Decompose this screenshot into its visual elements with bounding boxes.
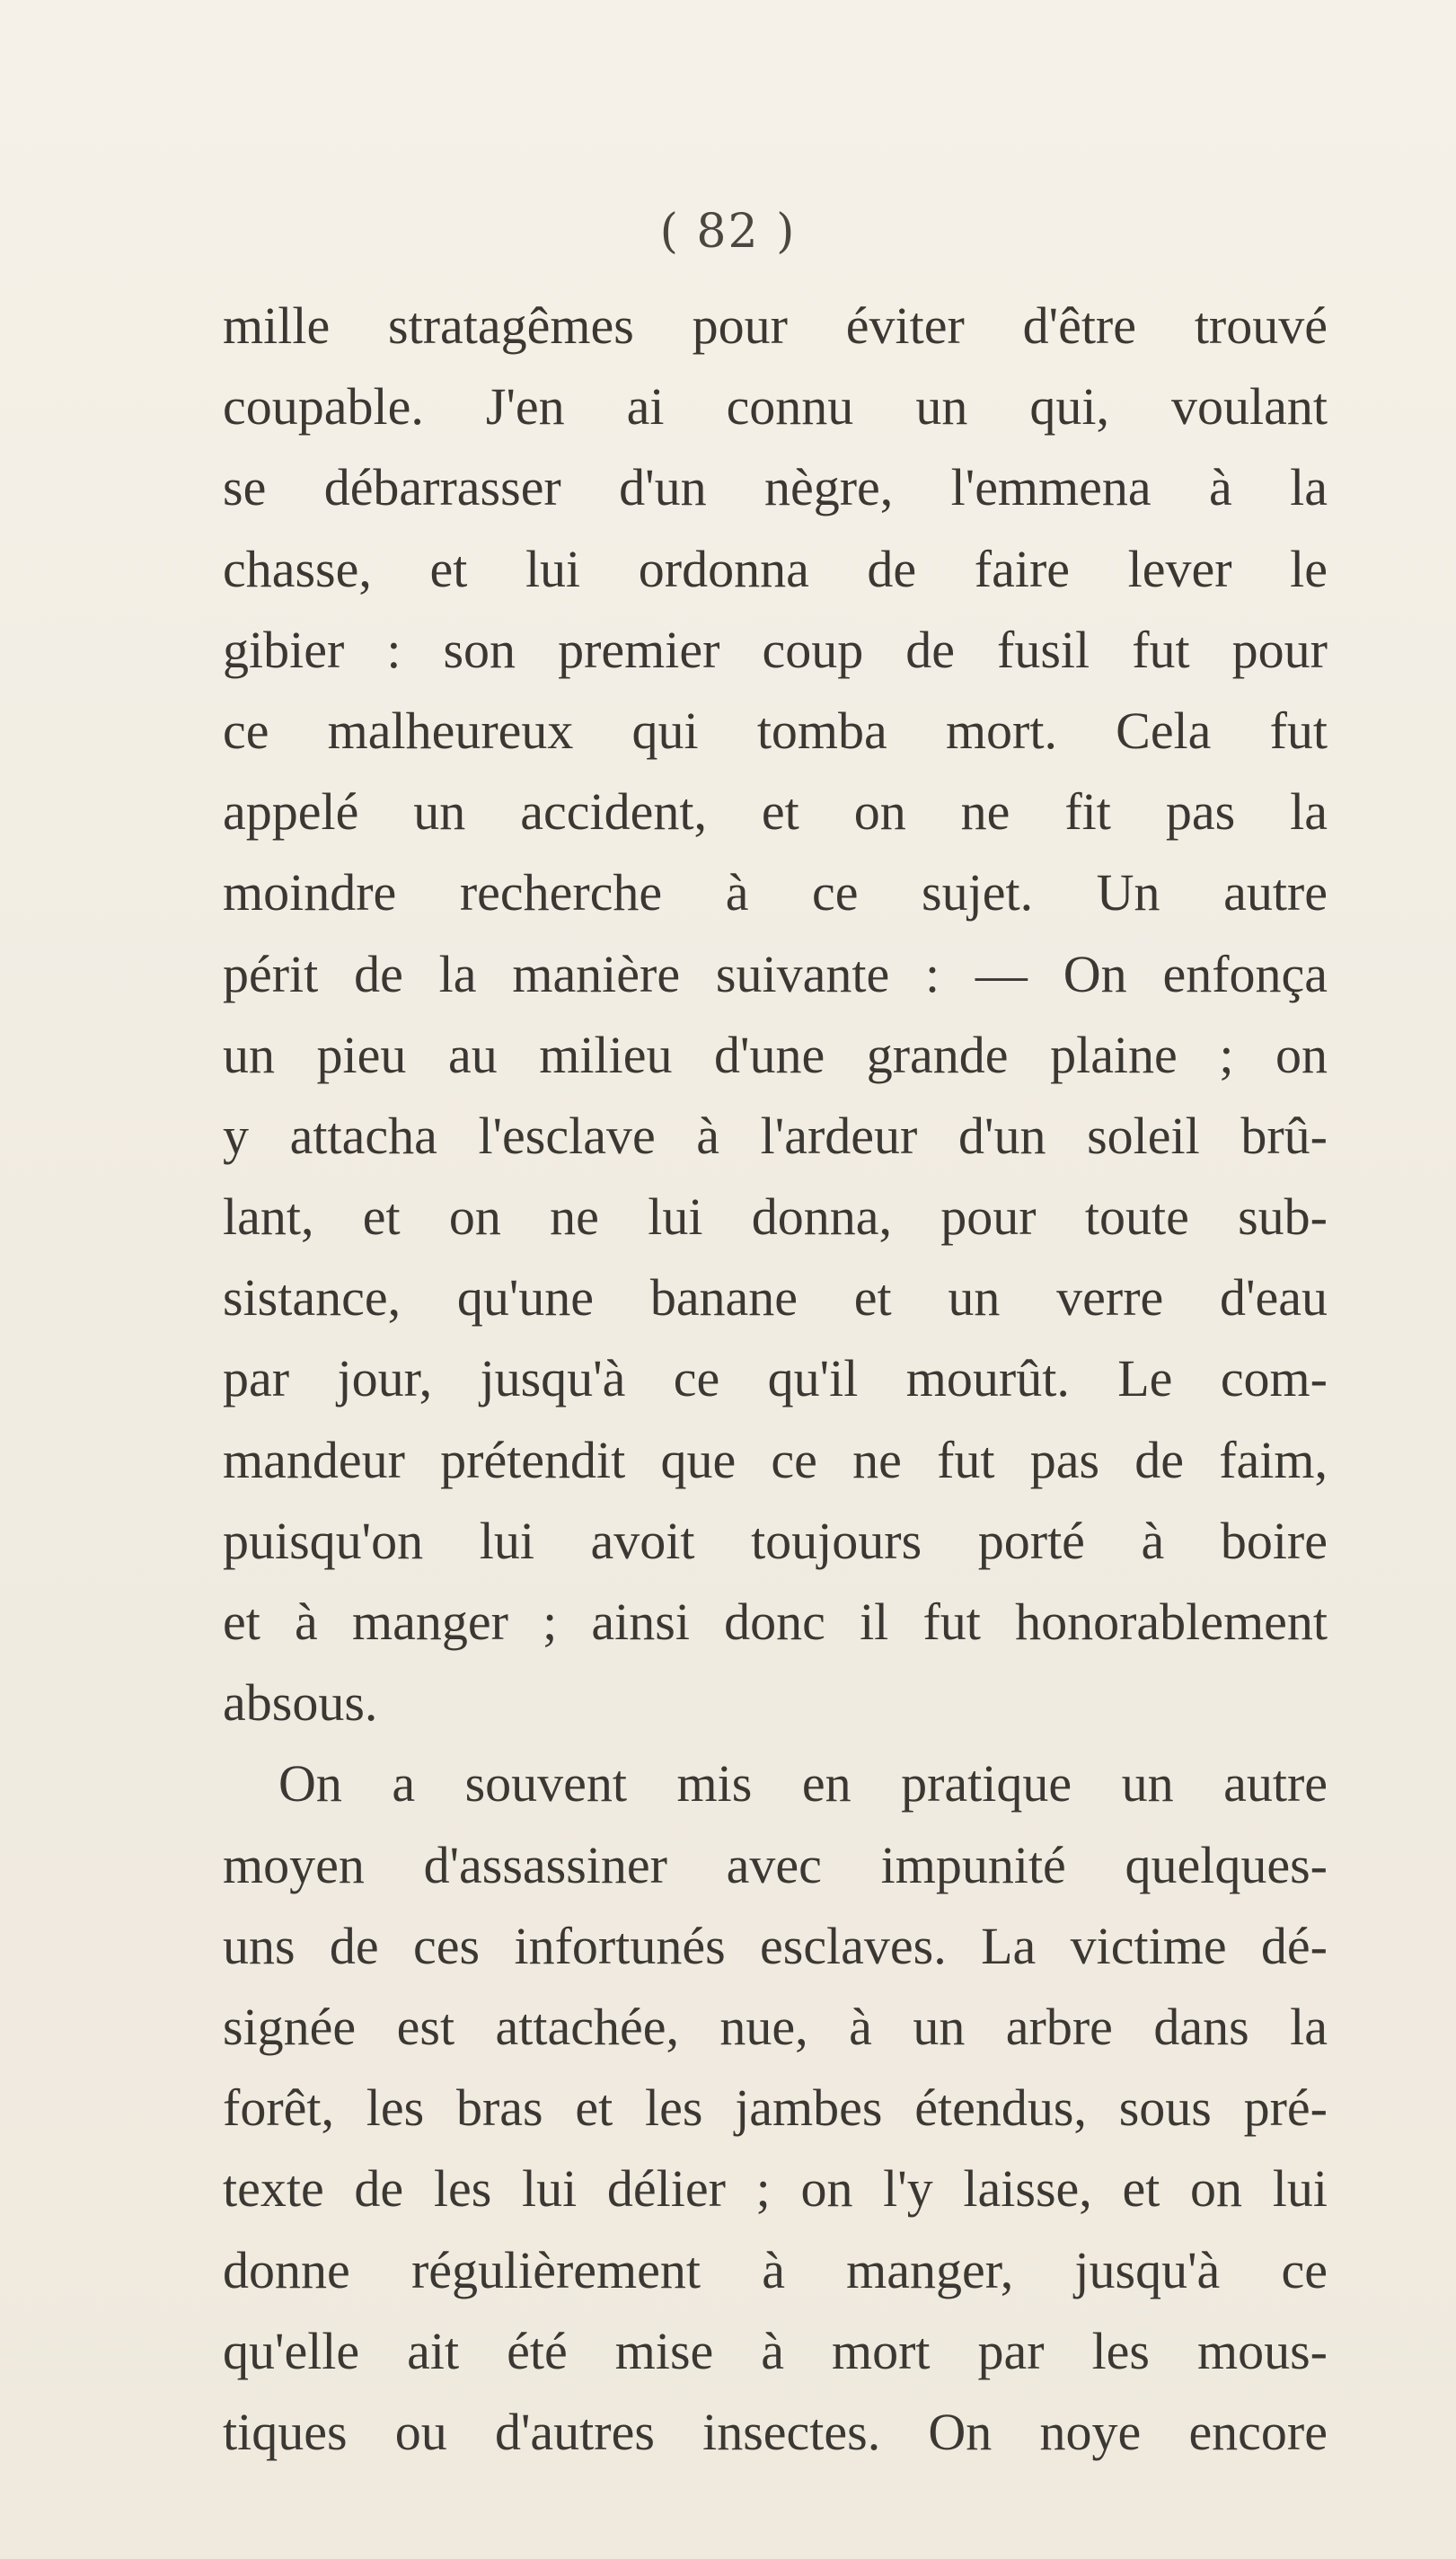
text-line: On a souvent mis en pratique un autre [278,1754,1328,1813]
text-line: chasse, et lui ordonna de faire lever le [223,539,1328,598]
text-line: un pieu au milieu d'une grande plaine ; on [223,1025,1328,1084]
text-line: ce malheureux qui tomba mort. Cela fut [223,701,1328,760]
text-line: périt de la manière suivante : — On enfonça [223,944,1328,1003]
text-line: mandeur prétendit que ce ne fut pas de faim, [223,1430,1328,1489]
text-line: moindre recherche à ce sujet. Un autre [223,863,1328,922]
text-line: coupable. J'en ai connu un qui, voulant [223,377,1328,437]
text-line: moyen d'assassiner avec impunité quelques- [223,1835,1328,1894]
text-line: tiques ou d'autres insectes. On noye encore [223,2402,1328,2461]
text-line: sistance, qu'une banane et un verre d'eau [223,1268,1328,1328]
text-line: signée est attachée, nue, à un arbre dans la [223,1997,1328,2056]
page-number: ( 82 ) [659,205,797,259]
text-line: forêt, les bras et les jambes étendus, sous pré- [223,2078,1328,2138]
text-line: qu'elle ait été mise à mort par les mous- [223,2321,1328,2380]
text-line: absous. [223,1673,378,1733]
text-line: se débarrasser d'un nègre, l'emmena à la [223,458,1328,517]
text-line: puisqu'on lui avoit toujours porté à boire [223,1511,1328,1570]
text-line: par jour, jusqu'à ce qu'il mourût. Le com- [223,1349,1328,1408]
text-line: lant, et on ne lui donna, pour toute sub- [223,1187,1328,1247]
text-line: donne régulièrement à manger, jusqu'à ce [223,2240,1328,2299]
text-line: gibier : son premier coup de fusil fut pour [223,620,1328,679]
body-text [223,286,1328,2473]
text-line: y attacha l'esclave à l'ardeur d'un soleil brû- [223,1106,1328,1165]
text-line: texte de les lui délier ; on l'y laisse, et on lui [223,2159,1328,2219]
text-line: appelé un accident, et on ne fit pas la [223,782,1328,842]
text-line: et à manger ; ainsi donc il fut honorablement [223,1593,1328,1651]
text-line: uns de ces infortunés esclaves. La victime dé- [223,1916,1328,1975]
text-line: mille stratagêmes pour éviter d'être trouvé [223,296,1328,355]
